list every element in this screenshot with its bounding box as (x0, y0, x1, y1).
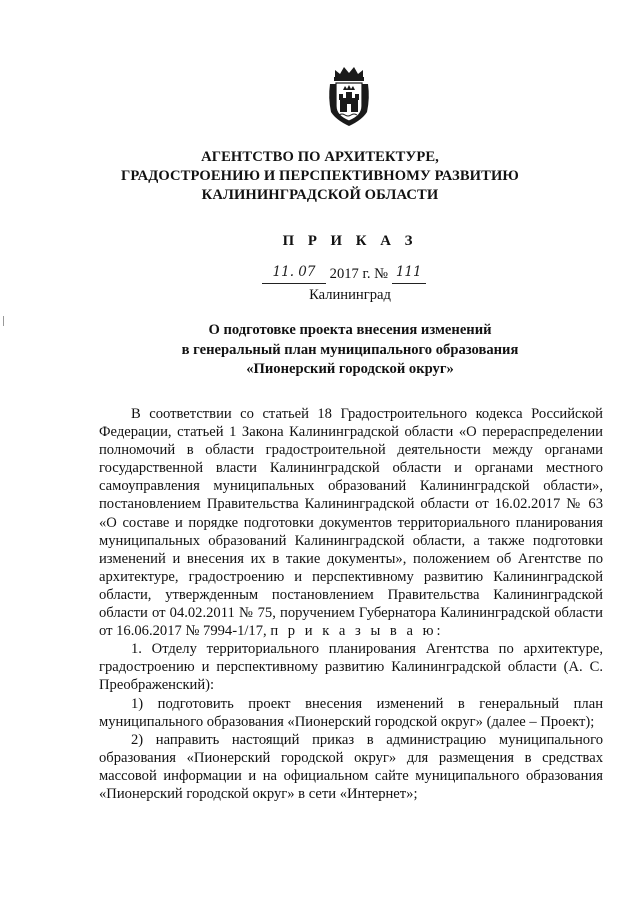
agency-line: ГРАДОСТРОЕНИЮ И ПЕРСПЕКТИВНОМУ РАЗВИТИЮ (121, 168, 519, 184)
preamble-paragraph (99, 405, 603, 640)
agency-name (80, 148, 560, 205)
item-1-2: 2) направить настоящий приказ в администрацию муниципального образования «Пионерский городской округ» для размещения в средствах массовой информации и на официальном сайте муниципального образования «Пионерский городской округ» в сети «Интернет»; (99, 731, 603, 802)
order-body (99, 405, 603, 803)
item-1: 1. Отделу территориального планирования Агентства по архитектуре, градостроению и перспективному развитию Калининградской области (А. С. Преображенский): (99, 641, 603, 694)
date-field (262, 266, 326, 284)
number-field (392, 266, 426, 284)
handwritten-date: 11. 07 (272, 264, 316, 280)
item-1-1: 1) подготовить проект внесения изменений в генеральный план муниципального образования «Пионерский городской округ» (далее – Проект); (99, 695, 603, 730)
scan-mark (3, 316, 4, 326)
subject-line: в генеральный план муниципального образования (181, 341, 519, 358)
order-word: п р и к а з ы в а ю: (270, 623, 444, 640)
agency-line: АГЕНТСТВО ПО АРХИТЕКТУРЕ, (201, 149, 439, 165)
agency-line: КАЛИНИНГРАДСКОЙ ОБЛАСТИ (201, 187, 439, 203)
subject-line: О подготовке проекта внесения изменений (208, 322, 492, 338)
handwritten-number: 111 (395, 264, 422, 280)
year-number-label: 2017 г. № (329, 266, 389, 282)
coat-of-arms-icon (326, 64, 372, 128)
order-subject (110, 321, 590, 380)
subject-line: «Пионерский городской округ» (246, 361, 454, 377)
city: Калининград (309, 287, 391, 303)
document-type: П Р И К А З (282, 233, 418, 249)
preamble-text: В соответствии со статьей 18 Градостроительного кодекса Российской Федерации, статьей 1 Закона Калининградской области «О перераспределении полномочий в области градостроительной деятельности между органами государственной власти Калининградской области и органами местного самоуправления муниципальных образований Калининградской области», постановлением Правительства Калининградской области от 16.02.2017 № 63 «О составе и порядке подготовки документов территориального планирования муниципальных образований Калининградской области, а также подготовки изменений и внесения их в такие документы», положением об Агентстве по архитектуре, градостроению и перспективному развитию Калининградской области, утвержденным постановлением Правительства Калининградской области от 04.02.2011 № 75, поручением Губернатора Калининградской области от 16.06.2017 № 7994-1/17, (99, 406, 603, 640)
date-number-line (262, 266, 426, 284)
